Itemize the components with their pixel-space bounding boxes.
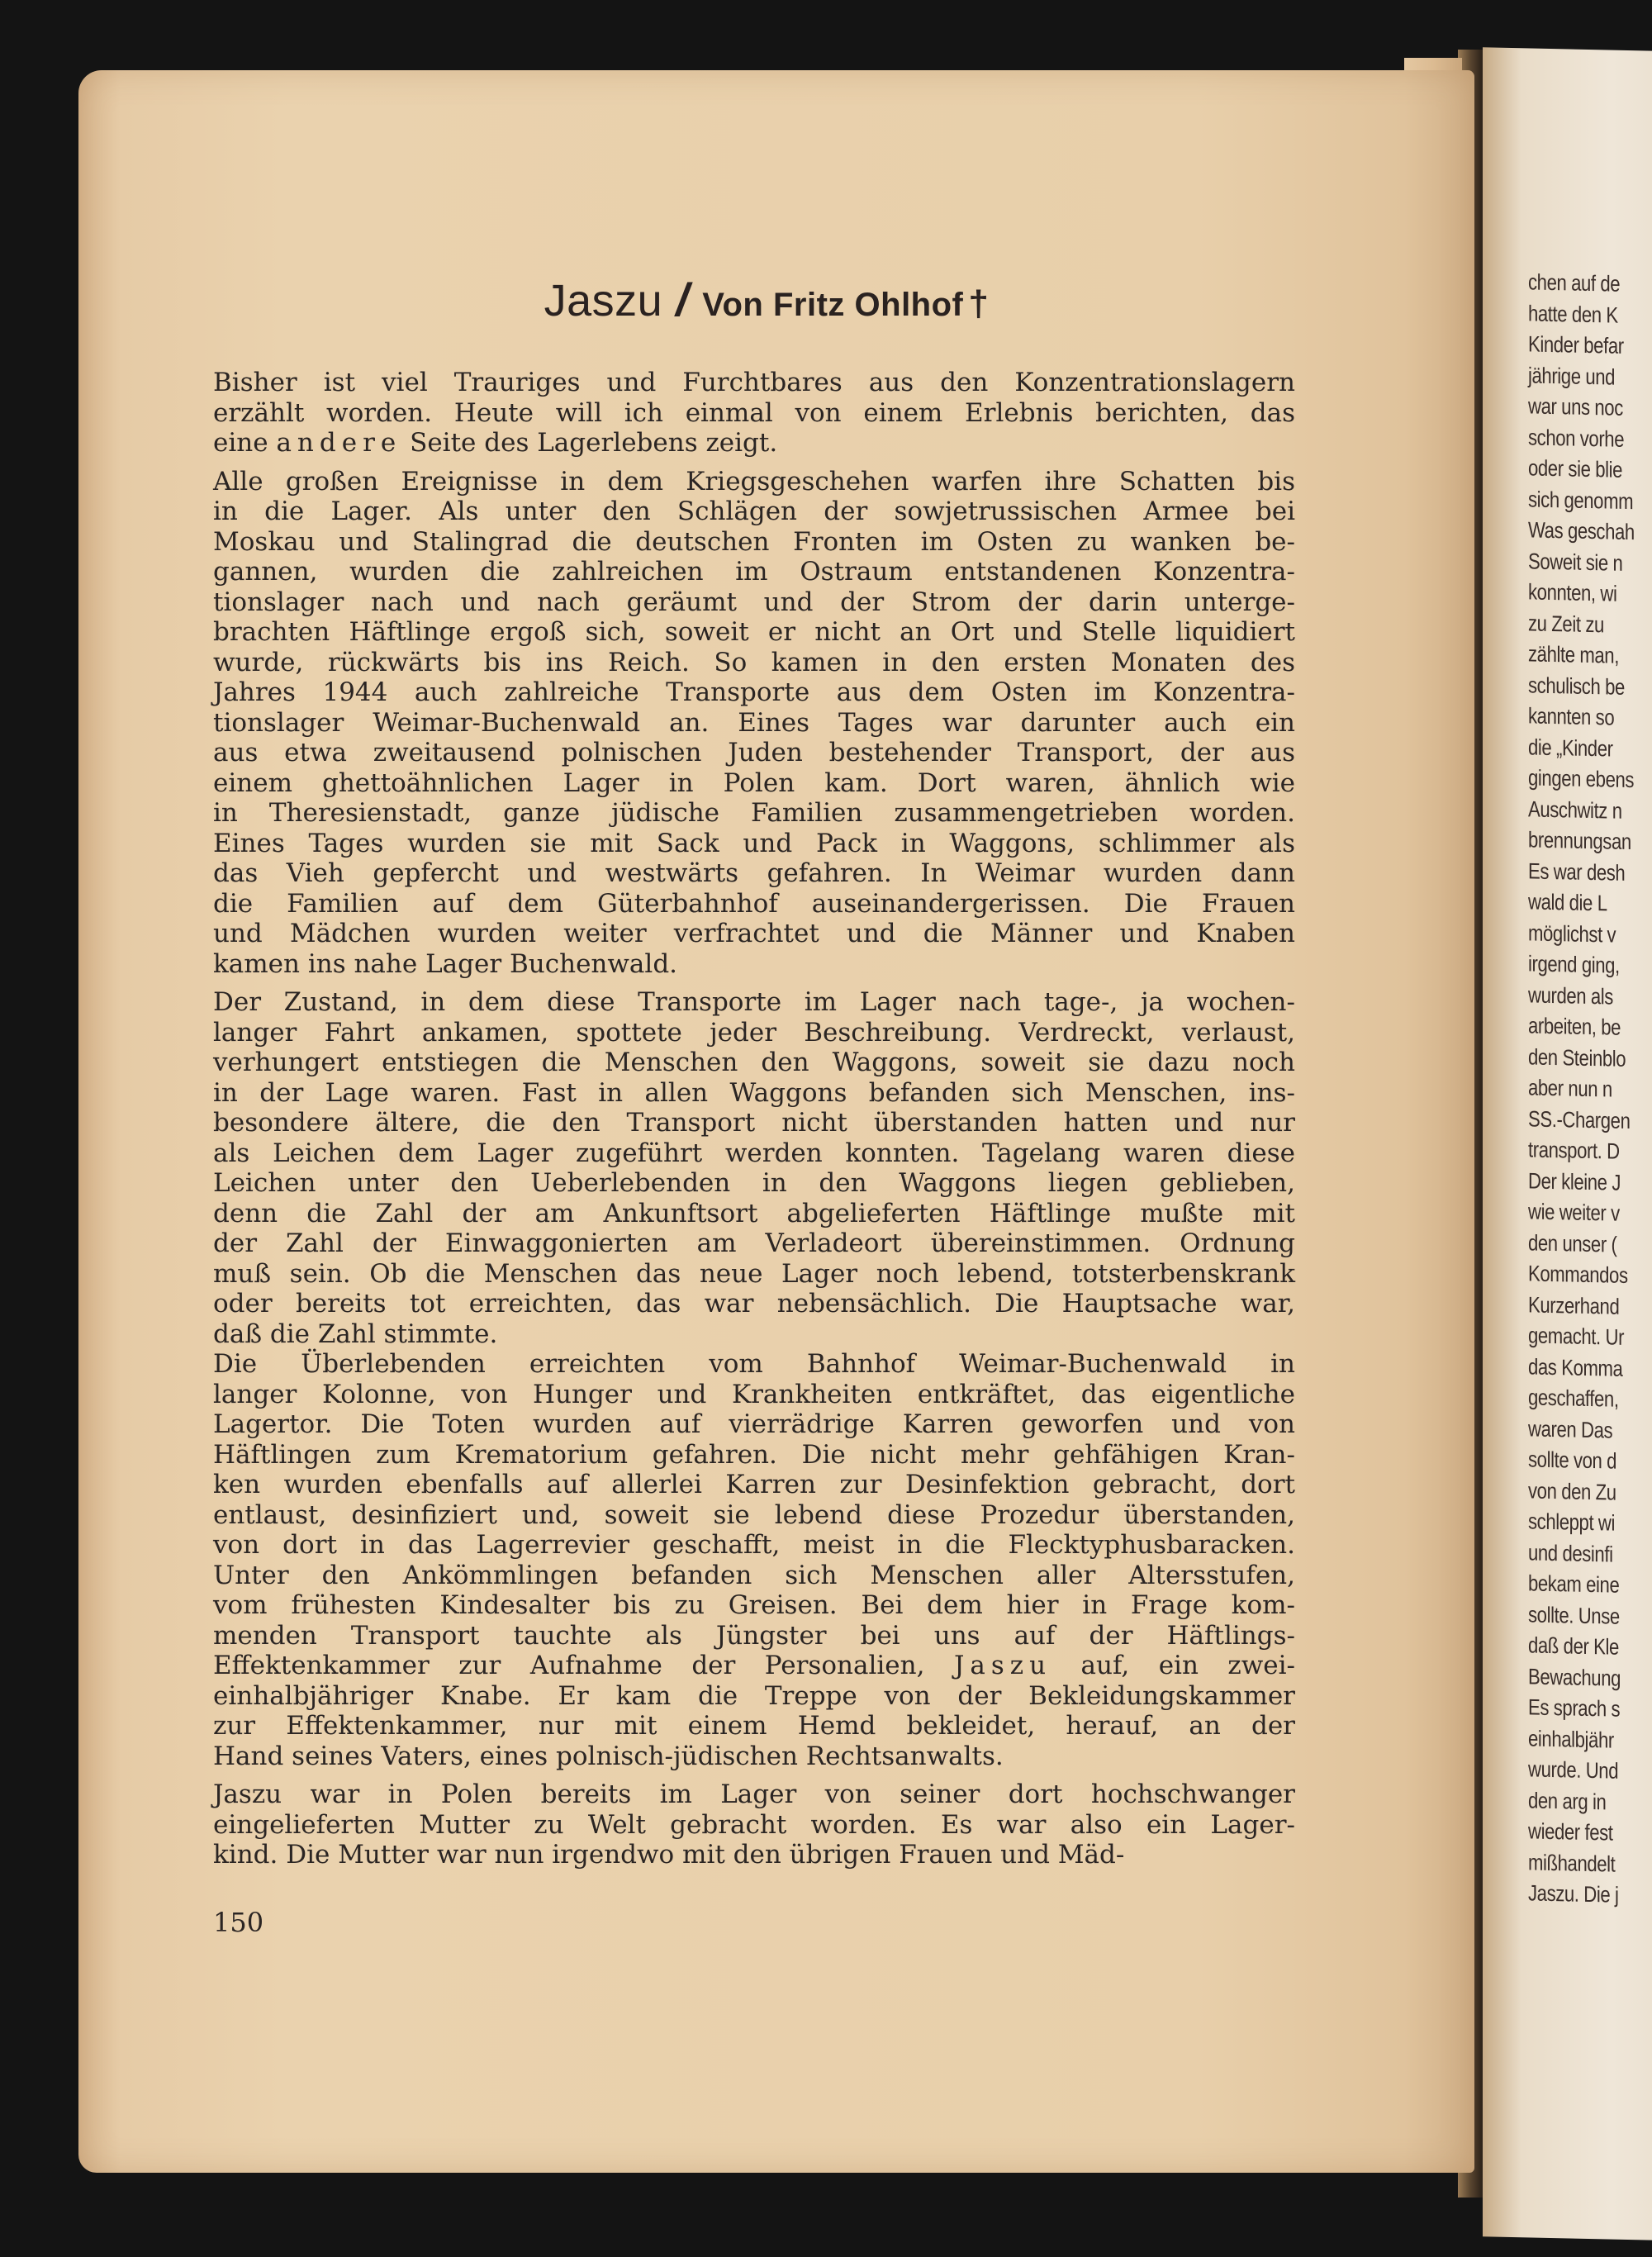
text-line: besondere ältere, die den Transport nicht überstanden hatten und nur <box>213 1108 1295 1138</box>
right-page-line: schleppt wi <box>1528 1509 1616 1536</box>
title-main: Jaszu <box>544 276 663 325</box>
text-line: Leichen unter den Ueberlebenden in den Waggons liegen geblieben, <box>213 1168 1295 1198</box>
text-line: daß die Zahl stimmte. <box>213 1319 498 1349</box>
article-body <box>213 273 1295 1879</box>
right-page-line: aber nun n <box>1528 1075 1612 1102</box>
right-page-line: Auschwitz n <box>1528 796 1622 824</box>
text-line: das Vieh gepfercht und westwärts gefahren. In Weimar wurden dann <box>213 858 1295 888</box>
title-separator: / <box>676 273 690 325</box>
right-page-line: Bewachung <box>1528 1663 1621 1691</box>
right-page-line: zu Zeit zu <box>1528 610 1604 637</box>
text-line: Eines Tages wurden sie mit Sack und Pack in Waggons, schlimmer als <box>213 828 1295 858</box>
text-line: denn die Zahl der am Ankunftsort abgelieferten Häftlinge mußte mit <box>213 1198 1295 1228</box>
text-line: Lagertor. Die Toten wurden auf vierrädrige Karren geworfen und von <box>213 1409 1295 1439</box>
text-line: einhalbjähriger Knabe. Er kam die Treppe von der Bekleidungskammer <box>213 1680 1295 1711</box>
right-page-line: daß der Kle <box>1528 1632 1619 1660</box>
right-page-line: den unser ( <box>1528 1229 1617 1257</box>
right-page-line: einhalbjähr <box>1528 1725 1614 1753</box>
right-page-line: Kurzerhand <box>1528 1291 1620 1319</box>
right-page-line: konnten, wi <box>1528 579 1617 606</box>
text-line: Alle großen Ereignisse in dem Kriegsgeschehen warfen ihre Schatten bis <box>213 466 1295 497</box>
text-line: gannen, wurden die zahlreichen im Ostraum entstandenen Konzentra- <box>213 557 1295 587</box>
emphasis-jaszu: Jaszu <box>953 1651 1052 1680</box>
right-page-line: sich genomm <box>1528 486 1634 514</box>
text-line: in der Lage waren. Fast in allen Waggons befanden sich Menschen, ins- <box>213 1077 1295 1108</box>
text-line: verhungert entstiegen die Menschen den Waggons, soweit sie dazu noch <box>213 1048 1295 1077</box>
right-page-line: Soweit sie n <box>1528 548 1623 576</box>
right-page-line: gingen ebens <box>1528 765 1635 793</box>
right-page-line: irgend ging, <box>1528 951 1620 978</box>
right-page-line: arbeiten, be <box>1528 1013 1621 1040</box>
text-line: kamen ins nahe Lager Buchenwald. <box>213 948 678 979</box>
right-page-line: chen auf de <box>1528 269 1621 297</box>
text-line: Effektenkammer zur Aufnahme der Personalien, Jaszu auf, ein zwei- <box>213 1651 1296 1680</box>
right-page-line: sollte von d <box>1528 1447 1617 1474</box>
right-page-line: schulisch be <box>1528 672 1625 700</box>
right-page-line: kannten so <box>1528 703 1615 730</box>
right-page-line: und desinfi <box>1528 1539 1613 1567</box>
text-line: Der Zustand, in dem diese Transporte im Lager nach tage-, ja wochen- <box>213 987 1295 1017</box>
right-page-line: hatte den K <box>1528 300 1618 328</box>
right-page <box>1483 47 1652 2240</box>
text-line: erzählt worden. Heute will ich einmal von einem Erlebnis berichten, das <box>213 397 1295 428</box>
text-line: Häftlingen zum Krematorium gefahren. Die nicht mehr gehfähigen Kran- <box>213 1439 1295 1470</box>
right-page-line: oder sie blie <box>1528 455 1623 482</box>
text-line: langer Fahrt ankamen, spottete jeder Beschreibung. Verdreckt, verlaust, <box>213 1017 1295 1048</box>
text-line: Hand seines Vaters, eines polnisch-jüdischen Rechtsanwalts. <box>213 1741 1004 1771</box>
right-page-line: wald die L <box>1528 889 1607 916</box>
right-page-line: zählte man, <box>1528 641 1619 668</box>
right-page-line: wurden als <box>1528 981 1613 1010</box>
paragraph-4 <box>213 1779 1295 1870</box>
text-line: Jaszu war in Polen bereits im Lager von seiner dort hochschwanger <box>213 1779 1295 1809</box>
text-line: brachten Häftlinge ergoß sich, soweit er nicht an Ort und Stelle liquidiert <box>213 617 1295 647</box>
right-page-line: von den Zu <box>1528 1477 1616 1505</box>
title-author: Von Fritz Ohlhof <box>702 287 964 323</box>
right-page-line: war uns noc <box>1528 393 1623 421</box>
page-number: 150 <box>213 1907 264 1938</box>
text-line: Unter den Ankömmlingen befanden sich Menschen aller Altersstufen, <box>213 1560 1295 1590</box>
right-page-line: schon vorhe <box>1528 424 1625 452</box>
right-page-line: Der kleine J <box>1528 1167 1621 1195</box>
text-line: oder bereits tot erreichten, das war nebensächlich. Die Hauptsache war, <box>213 1289 1295 1319</box>
right-page-line: die „Kinder <box>1528 734 1613 762</box>
right-page-line: wie weiter v <box>1528 1199 1620 1226</box>
text-line: entlaust, desinfiziert und, soweit sie lebend diese Prozedur überstanden, <box>213 1499 1295 1530</box>
text-line: die Familien auf dem Güterbahnhof auseinandergerissen. Die Frauen <box>213 888 1295 919</box>
right-page-line: Was geschah <box>1528 517 1635 545</box>
text-line: in die Lager. Als unter den Schlägen der sowjetrussischen Armee bei <box>213 497 1295 526</box>
right-page-line: mißhandelt <box>1528 1849 1616 1877</box>
right-page-line: transport. D <box>1528 1137 1620 1164</box>
right-page-line: den arg in <box>1528 1787 1607 1814</box>
right-page-line: das Komma <box>1528 1353 1623 1381</box>
right-page-line: Es war desh <box>1528 858 1626 886</box>
text-line: Die Überlebenden erreichten vom Bahnhof Weimar-Buchenwald in <box>213 1349 1295 1379</box>
right-page-line: möglichst v <box>1528 919 1616 948</box>
article-title <box>238 273 1295 326</box>
right-page-line: Jaszu. Die j <box>1528 1880 1619 1908</box>
paragraph-3 <box>213 987 1295 1771</box>
text-line: tionslager nach und nach geräumt und der Strom der darin unterge- <box>213 587 1295 617</box>
text-line: menden Transport tauchte als Jüngster bei uns auf der Häftlings- <box>213 1620 1295 1651</box>
right-page-line: waren Das <box>1528 1415 1613 1443</box>
text-line: Moskau und Stalingrad die deutschen Fronten im Osten zu wanken be- <box>213 526 1295 557</box>
right-page-line: sollte. Unse <box>1528 1601 1620 1629</box>
right-page-line: bekam eine <box>1528 1570 1620 1598</box>
right-page-line: gemacht. Ur <box>1528 1323 1625 1350</box>
right-page-line: jährige und <box>1528 362 1616 390</box>
right-page-line: brennungsan <box>1528 827 1631 855</box>
text-line: muß sein. Ob die Menschen das neue Lager noch lebend, totsterbenskrank <box>213 1258 1295 1289</box>
text-line: Bisher ist viel Trauriges und Furchtbares aus den Konzentrationslagern <box>213 368 1295 397</box>
right-page-line: wurde. Und <box>1528 1756 1619 1784</box>
text-line: kind. Die Mutter war nun irgendwo mit den übrigen Frauen und Mäd- <box>213 1840 1125 1870</box>
title-dagger: † <box>968 283 990 324</box>
text-line: zur Effektenkammer, nur mit einem Hemd bekleidet, herauf, an der <box>213 1711 1295 1741</box>
text-line: langer Kolonne, von Hunger und Krankheiten entkräftet, das eigentliche <box>213 1379 1295 1409</box>
text-line: als Leichen dem Lager zugeführt werden konnten. Tagelang waren diese <box>213 1138 1295 1168</box>
right-page-line: geschaffen, <box>1528 1385 1619 1412</box>
text-line: eine andere Seite des Lagerlebens zeigt. <box>213 428 778 458</box>
right-page-line: wieder fest <box>1528 1818 1613 1846</box>
paragraph-1 <box>213 368 1295 459</box>
text-line: wurde, rückwärts bis ins Reich. So kamen in den ersten Monaten des <box>213 647 1295 677</box>
text-line: eingelieferten Mutter zu Welt gebracht worden. Es war also ein Lager- <box>213 1809 1295 1840</box>
text-line: vom frühesten Kindesalter bis zu Greisen. Bei dem hier in Frage kom- <box>213 1590 1295 1620</box>
text-line: ken wurden ebenfalls auf allerlei Karren zur Desinfektion gebracht, dort <box>213 1470 1295 1499</box>
right-page-line: Kommandos <box>1528 1261 1628 1288</box>
paragraph-2 <box>213 467 1295 980</box>
right-page-line: den Steinblo <box>1528 1043 1626 1071</box>
text-line: aus etwa zweitausend polnischen Juden bestehender Transport, der aus <box>213 738 1295 767</box>
text-line: in Theresienstadt, ganze jüdische Familien zusammengetrieben worden. <box>213 798 1295 828</box>
text-line: tionslager Weimar-Buchenwald an. Eines Tages war darunter auch ein <box>213 707 1295 738</box>
text-line: Jahres 1944 auch zahlreiche Transporte aus dem Osten im Konzentra- <box>213 677 1295 707</box>
emphasis-andere: andere <box>276 428 402 458</box>
text-line: und Mädchen wurden weiter verfrachtet und die Männer und Knaben <box>213 919 1295 948</box>
text-line: einem ghettoähnlichen Lager in Polen kam. Dort waren, ähnlich wie <box>213 767 1295 798</box>
right-page-line: Kinder befar <box>1528 331 1624 359</box>
right-page-line: Es sprach s <box>1528 1694 1621 1722</box>
right-page-text <box>1528 267 1652 1913</box>
text-line: von dort in das Lagerrevier geschafft, meist in die Flecktyphusbaracken. <box>213 1530 1295 1560</box>
right-page-line: SS.-Chargen <box>1528 1105 1631 1133</box>
text-line: der Zahl der Einwaggonierten am Verladeort übereinstimmen. Ordnung <box>213 1228 1295 1258</box>
